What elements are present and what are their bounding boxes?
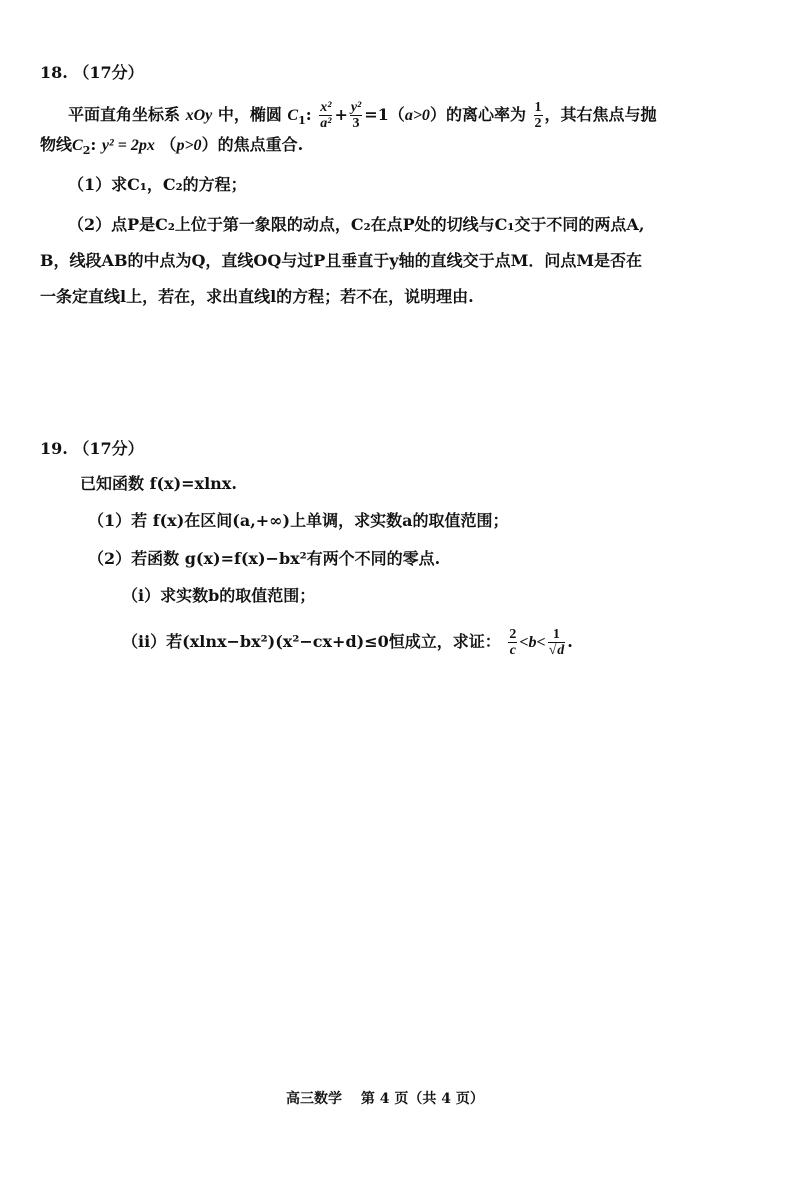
ineq-mid: <b<: [519, 634, 546, 651]
q18-colon: :: [305, 105, 312, 124]
q18-c2-sub: 2: [82, 144, 91, 158]
q18-line2-b: （: [160, 135, 177, 154]
ineq-left-num: 2: [509, 627, 517, 642]
q18-stem-c: ）的离心率为: [429, 105, 526, 124]
q18-plus: +: [334, 105, 348, 124]
ineq-end: .: [567, 632, 573, 651]
q18-part2-line3: 一条定直线l上，若在，求出直线l的方程；若不在，说明理由.: [40, 287, 474, 306]
ellipse-frac-y: [350, 100, 362, 131]
half-den: 2: [534, 116, 542, 131]
q19-sub-ii: [122, 620, 573, 664]
frac-x-den: a²: [320, 116, 332, 131]
q18-stem-line2: [40, 134, 303, 157]
q18-c1: C: [287, 107, 299, 124]
q18-heading: 18. （17分）: [40, 63, 144, 82]
page-footer: 高三数学 第 4 页（共 4 页）: [286, 1091, 484, 1107]
q18-c1-sub: 1: [298, 114, 306, 128]
q18-line2-colon: :: [90, 135, 97, 154]
q18-part1: （1）求C₁，C₂的方程；: [68, 175, 247, 194]
q18-part2-line1: （2）点P是C₂上位于第一象限的动点，C₂在点P处的切线与C₁交于不同的两点A,: [68, 215, 645, 234]
ineq-left-den: c: [509, 643, 516, 658]
q18-stem-d: ，其右焦点与抛: [544, 105, 657, 124]
ineq-frac-left: [508, 627, 517, 658]
q18-stem-line1: [68, 95, 657, 135]
frac-x-num: x²: [320, 100, 332, 115]
q18-cond-p: p>0: [176, 137, 202, 154]
ineq-right-num: 1: [548, 627, 566, 643]
q18-c2: C: [72, 137, 83, 154]
q18-stem-a: 平面直角坐标系: [68, 105, 181, 124]
q18-stem-b: 中，椭圆: [217, 105, 282, 124]
q18-cond-a: a>0: [404, 107, 430, 124]
q19-sub-i: （i）求实数b的取值范围；: [122, 586, 316, 605]
ellipse-frac-x: [319, 100, 332, 131]
eccentricity-frac: [534, 100, 543, 131]
q18-line2-a: 物线: [40, 135, 73, 154]
q19-part2: （2）若函数 g(x)=f(x)−bx²有两个不同的零点.: [88, 549, 441, 568]
q19-part1: （1）若 f(x)在区间(a,+∞)上单调，求实数a的取值范围；: [88, 511, 509, 530]
frac-y-den: 3: [352, 116, 360, 131]
half-num: 1: [534, 100, 542, 115]
q18-parabola: y² = 2px: [101, 137, 155, 154]
q18-eq1: =1（: [364, 105, 405, 124]
q18-part2-line2: B，线段AB的中点为Q，直线OQ与过P且垂直于y轴的直线交于点M．问点M是否在: [40, 251, 643, 270]
q19-sub-ii-text: （ii）若(xlnx−bx²)(x²−cx+d)≤0恒成立，求证：: [122, 632, 501, 651]
ineq-frac-right: [548, 627, 566, 658]
ineq-right-den: √d: [548, 643, 565, 658]
q18-xoy: xOy: [185, 107, 213, 124]
q18-line2-c: ）的焦点重合.: [201, 135, 304, 154]
q19-stem: 已知函数 f(x)=xlnx.: [80, 474, 237, 493]
frac-y-num: y²: [350, 100, 362, 115]
sqrt-radicand: d: [557, 643, 565, 658]
q19-heading: 19. （17分）: [40, 439, 144, 458]
